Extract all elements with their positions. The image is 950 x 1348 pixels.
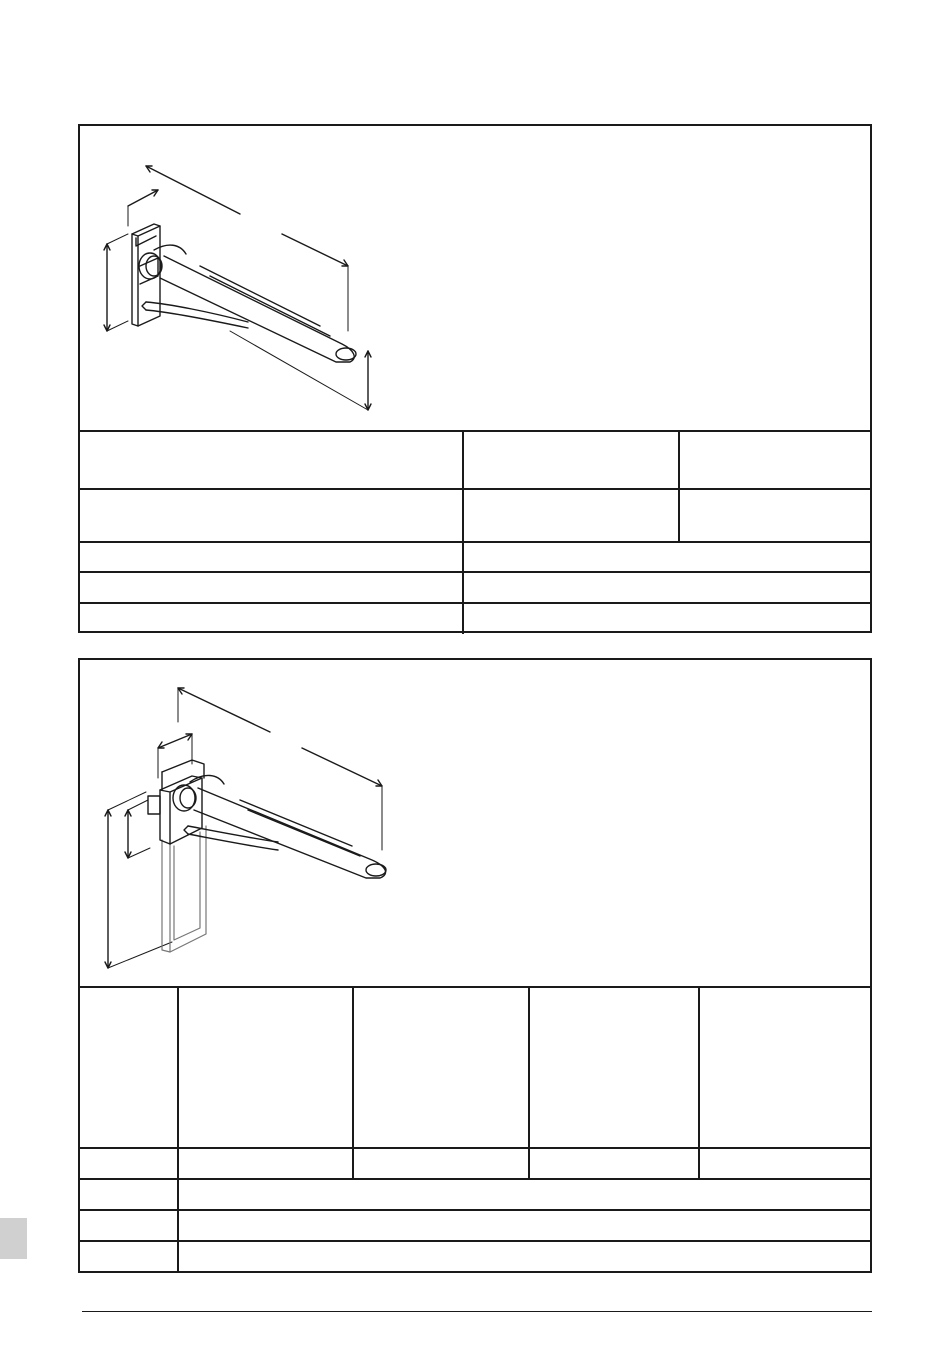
table-cell (463, 572, 870, 603)
table-cell (529, 1148, 699, 1179)
table-cell (178, 1148, 353, 1179)
table-cell (529, 987, 699, 1148)
spec-table-1 (80, 430, 870, 634)
table-cell (699, 1148, 870, 1179)
table-cell (463, 431, 679, 489)
fold-up-support-rail-vertical-mount-icon (80, 660, 460, 980)
product-panel-2 (78, 658, 872, 1273)
fold-up-support-rail-wall-plate-icon (80, 126, 460, 426)
section-tab-marker (0, 1218, 27, 1259)
footer-divider (82, 1311, 872, 1312)
table-cell (80, 572, 463, 603)
table-cell (679, 431, 870, 489)
table-cell (699, 987, 870, 1148)
table-cell (80, 1179, 178, 1210)
table-cell (80, 542, 463, 572)
table-cell (80, 1210, 178, 1241)
spec-table-2 (80, 986, 870, 1271)
table-cell (353, 987, 529, 1148)
table-cell (80, 987, 178, 1148)
table-cell (80, 1241, 178, 1271)
table-cell (178, 1179, 870, 1210)
table-cell (80, 1148, 178, 1179)
table-cell (80, 489, 463, 542)
table-cell (463, 489, 679, 542)
table-cell (80, 431, 463, 489)
table-cell (178, 1210, 870, 1241)
table-cell (80, 603, 463, 634)
table-cell (463, 603, 870, 634)
table-cell (679, 489, 870, 542)
table-cell (178, 1241, 870, 1271)
table-cell (463, 542, 870, 572)
product-panel-1 (78, 124, 872, 633)
table-cell (353, 1148, 529, 1179)
table-cell (178, 987, 353, 1148)
